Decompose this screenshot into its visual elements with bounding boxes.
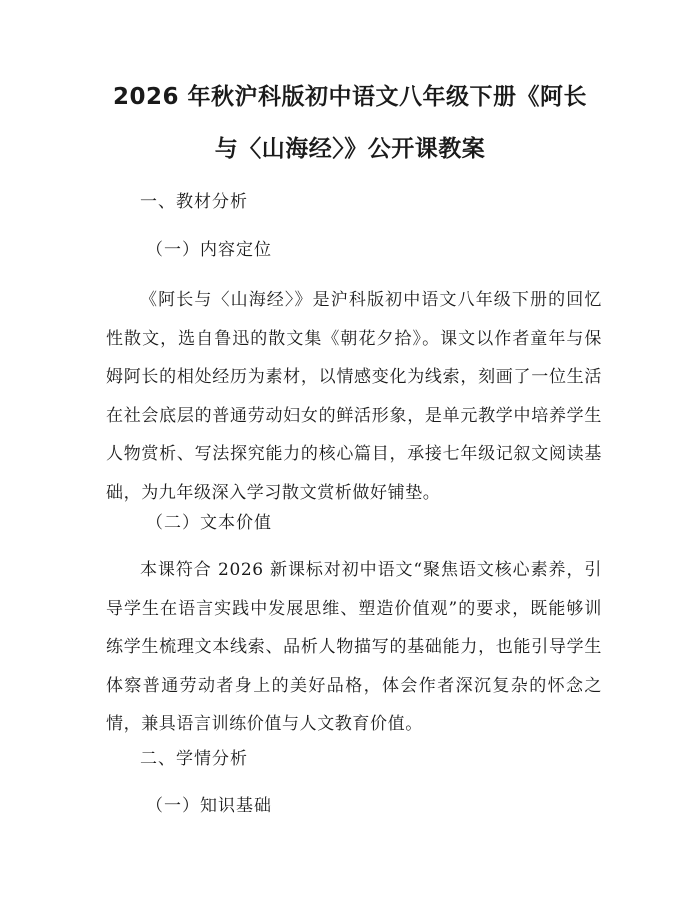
- document-title-line-2: 与〈山海经〉》公开课教案: [214, 136, 486, 162]
- paragraph-content-positioning: 《阿长与〈山海经〉》是沪科版初中语文八年级下册的回忆性散文，选自鲁迅的散文集《朝花夕拾》。课文以作者童年与保姆阿长的相处经历为素材，以情感变化为线索，刻画了一位生活在社会底层的普通劳动妇女的鲜活形象，是单元教学中培养学生人物赏析、写法探究能力的核心篇目，承接七年级记叙文阅读基础，为九年级深入学习散文赏析做好铺垫。: [106, 290, 602, 503]
- section-heading-teaching-material-analysis: 一、教材分析: [140, 192, 248, 212]
- subsection-heading-content-positioning: （一）内容定位: [146, 240, 272, 260]
- paragraph-text-value: 本课符合 2026 新课标对初中语文“聚焦语文核心素养，引导学生在语言实践中发展思维、塑造价值观”的要求，既能够训练学生梳理文本线索、品析人物描写的基础能力，也能引导学生体察普通劳动者身上的美好品格，体会作者深沉复杂的怀念之情，兼具语言训练价值与人文教育价值。: [106, 560, 602, 734]
- document-title-line-1: 2026 年秋沪科版初中语文八年级下册《阿长: [112, 84, 588, 110]
- subsection-heading-knowledge-foundation: （一）知识基础: [146, 796, 272, 816]
- section-heading-student-analysis: 二、学情分析: [140, 749, 248, 769]
- subsection-heading-text-value: （二）文本价值: [146, 513, 272, 533]
